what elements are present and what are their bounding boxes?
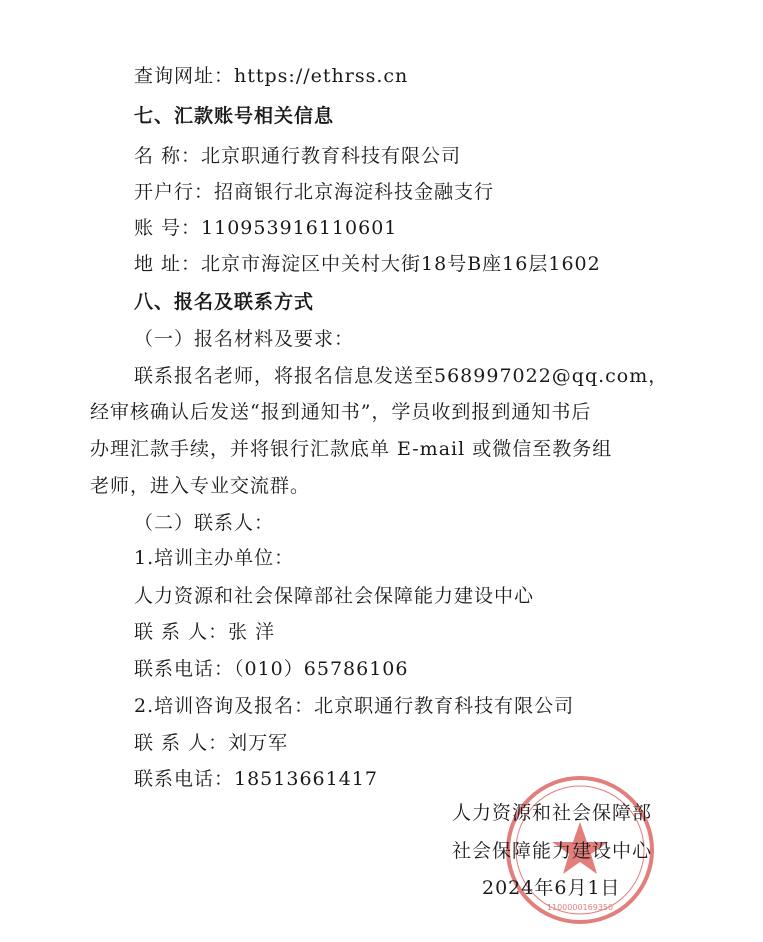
doc-heading-remittance: 七、汇款账号相关信息 [134,105,335,127]
doc-heading-registration: 八、报名及联系方式 [134,291,315,313]
doc-line-address: 地 址：北京市海淀区中关村大街18号B座16层1602 [134,253,601,275]
doc-paragraph-line-1: 联系报名老师，将报名信息发送至568997022@qq.com， [134,365,669,387]
doc-item-organizer: 1.培训主办单位： [134,547,295,569]
doc-consult-contact: 联 系 人：刘万军 [134,732,289,754]
signature-org-line-1: 人力资源和社会保障部 [452,802,653,824]
doc-organizer-name: 人力资源和社会保障部社会保障能力建设中心 [134,585,535,607]
doc-line-account-name: 名 称：北京职通行教育科技有限公司 [134,145,462,167]
doc-paragraph-line-2: 经审核确认后发送“报到通知书”，学员收到报到通知书后 [90,401,592,423]
svg-text:1100000169350: 1100000169350 [546,903,614,912]
doc-line-bank: 开户行：招商银行北京海淀科技金融支行 [134,181,495,203]
doc-line-query-url: 查询网址：https://ethrss.cn [134,65,409,87]
signature-date: 2024年6月1日 [482,877,621,899]
doc-organizer-contact: 联 系 人：张 洋 [134,621,276,643]
doc-consult-phone: 联系电话：18513661417 [134,768,378,790]
doc-line-account-number: 账 号：110953916110601 [134,217,398,239]
doc-subheading-materials: （一）报名材料及要求： [134,328,355,350]
doc-subheading-contacts: （二）联系人： [134,512,275,534]
doc-paragraph-line-4: 老师，进入专业交流群。 [90,475,311,497]
signature-org-line-2: 社会保障能力建设中心 [452,840,653,862]
doc-organizer-phone: 联系电话：（010）65786106 [134,658,409,680]
doc-item-consult: 2.培训咨询及报名：北京职通行教育科技有限公司 [134,695,575,717]
doc-paragraph-line-3: 办理汇款手续，并将银行汇款底单 E-mail 或微信至教务组 [90,438,613,460]
